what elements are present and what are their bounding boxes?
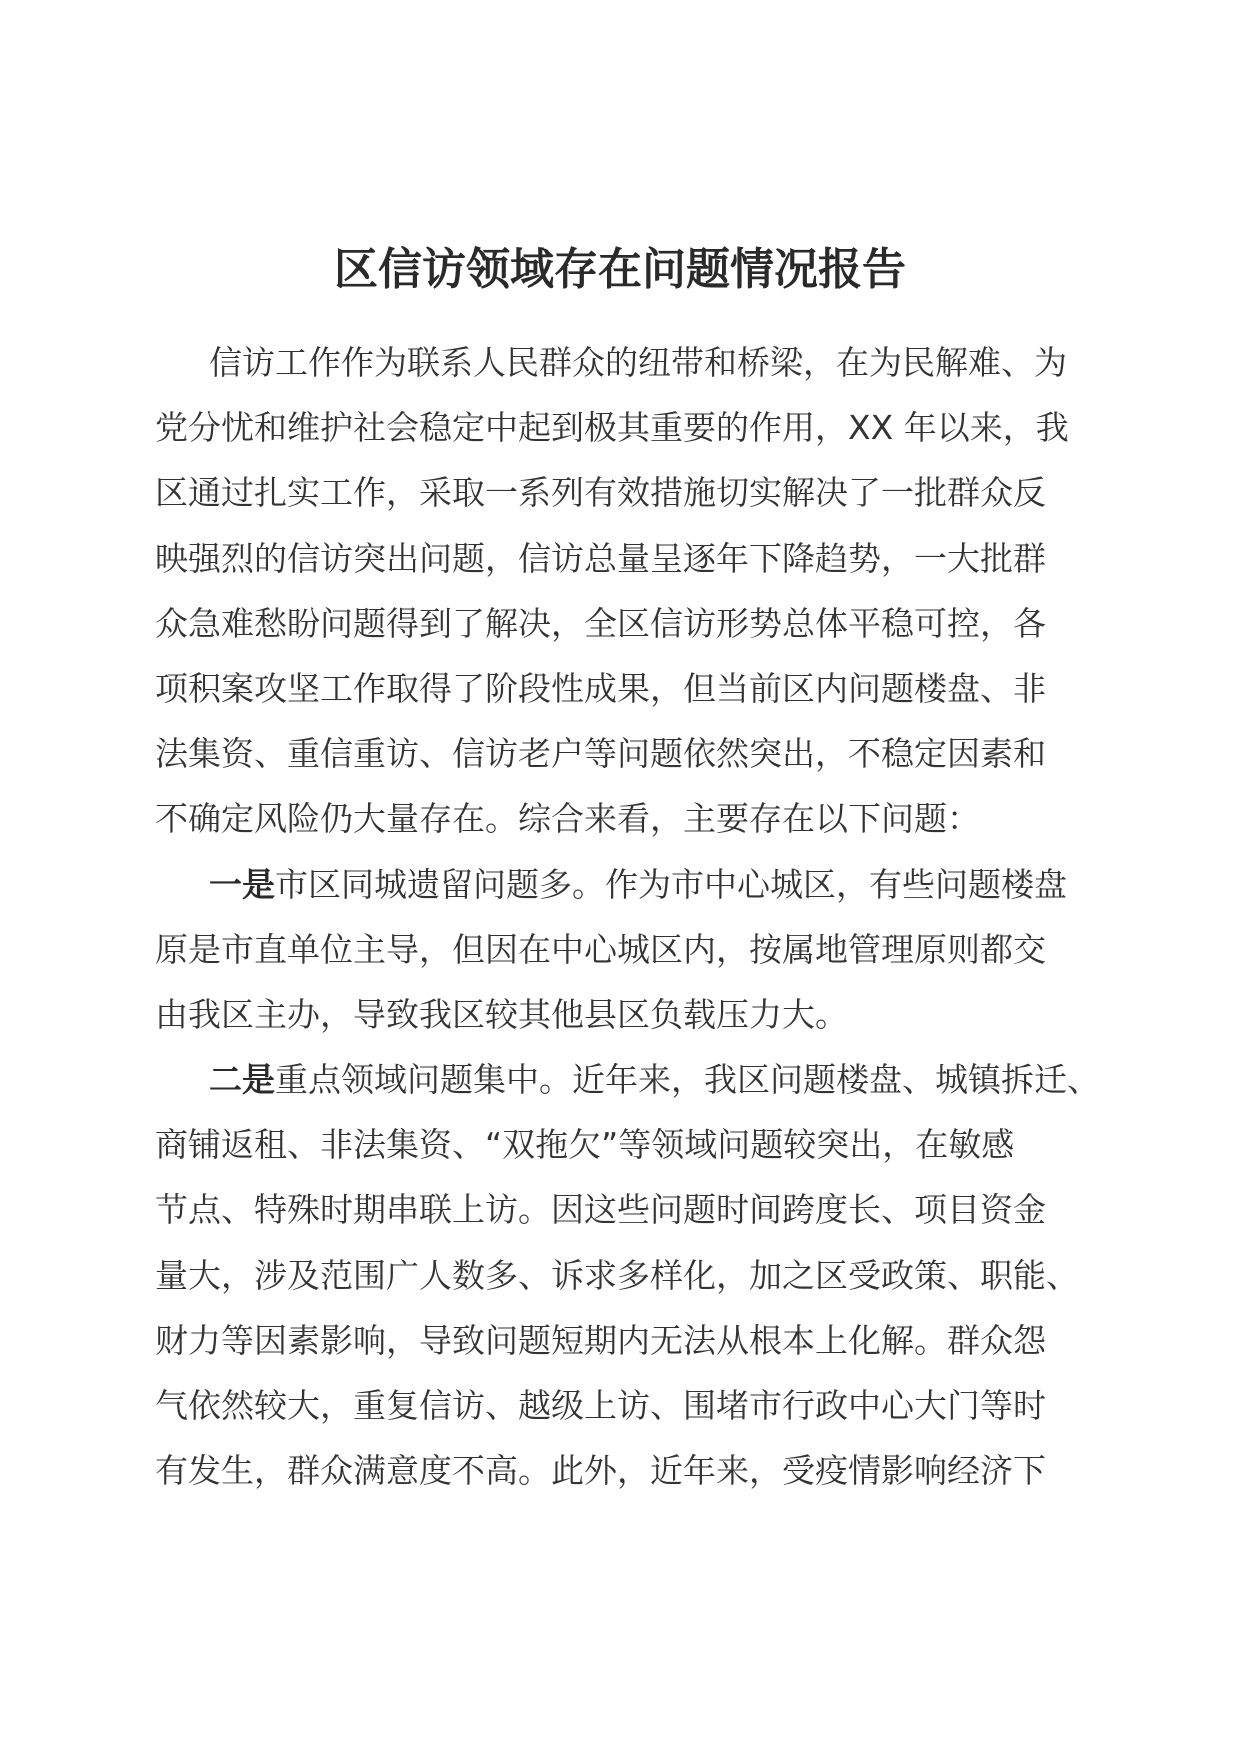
paragraph-3-line-3: 节点、特殊时期串联上访。因这些问题时间跨度长、项目资金 (155, 1190, 1046, 1230)
paragraph-1-line-1: 信访工作作为联系人民群众的纽带和桥梁，在为民解难、为 (209, 343, 1067, 382)
paragraph-1-line-2: 党分忧和维护社会稳定中起到极其重要的作用，XX 年以来，我 (155, 408, 1069, 448)
paragraph-2-line-1 (155, 852, 1100, 917)
paragraph-2-line-2: 原是市直单位主导，但因在中心城区内，按属地管理原则都交 (155, 929, 1046, 969)
paragraph-3-line-5: 财力等因素影响，导致问题短期内无法从根本上化解。群众怨 (155, 1320, 1046, 1360)
paragraph-3-line-4: 量大，涉及范围广人数多、诉求多样化，加之区受政策、职能、 (155, 1255, 1079, 1295)
paragraph-2-lead: 一是 (209, 864, 275, 904)
paragraph-1-line-6: 项积案攻坚工作取得了阶段性成果，但当前区内问题楼盘、非 (155, 668, 1046, 708)
paragraph-3-line-6: 气依然较大，重复信访、越级上访、围堵市行政中心大门等时 (155, 1386, 1046, 1425)
paragraph-2-line-3: 由我区主办，导致我区较其他县区负载压力大。 (155, 994, 848, 1034)
paragraph-1-line-5: 众急难愁盼问题得到了解决，全区信访形势总体平稳可控，各 (155, 603, 1046, 643)
document-title: 区信访领域存在问题情况报告 (334, 244, 906, 295)
paragraph-3-line-2: 商铺返租、非法集资、“双拖欠”等领域问题较突出，在敏感 (155, 1125, 1015, 1165)
paragraph-1-line-7: 法集资、重信重访、信访老户等问题依然突出，不稳定因素和 (155, 734, 1046, 774)
paragraph-3-line-1-text: 重点领域问题集中。近年来，我区问题楼盘、城镇拆迁、 (275, 1060, 1100, 1100)
document-body (155, 330, 1100, 1503)
paragraph-3-lead: 二是 (209, 1060, 275, 1100)
paragraph-1-line-8: 不确定风险仍大量存在。综合来看，主要存在以下问题： (155, 799, 980, 839)
paragraph-3-line-1 (155, 1047, 1100, 1112)
paragraph-1-line-3: 区通过扎实工作，采取一系列有效措施切实解决了一批群众反 (155, 473, 1046, 513)
paragraph-2-line-1-text: 市区同城遗留问题多。作为市中心城区，有些问题楼盘 (275, 864, 1067, 904)
paragraph-3-line-7: 有发生，群众满意度不高。此外，近年来，受疫情影响经济下 (155, 1451, 1046, 1491)
paragraph-1-line-4: 映强烈的信访突出问题，信访总量呈逐年下降趋势，一大批群 (155, 538, 1046, 578)
